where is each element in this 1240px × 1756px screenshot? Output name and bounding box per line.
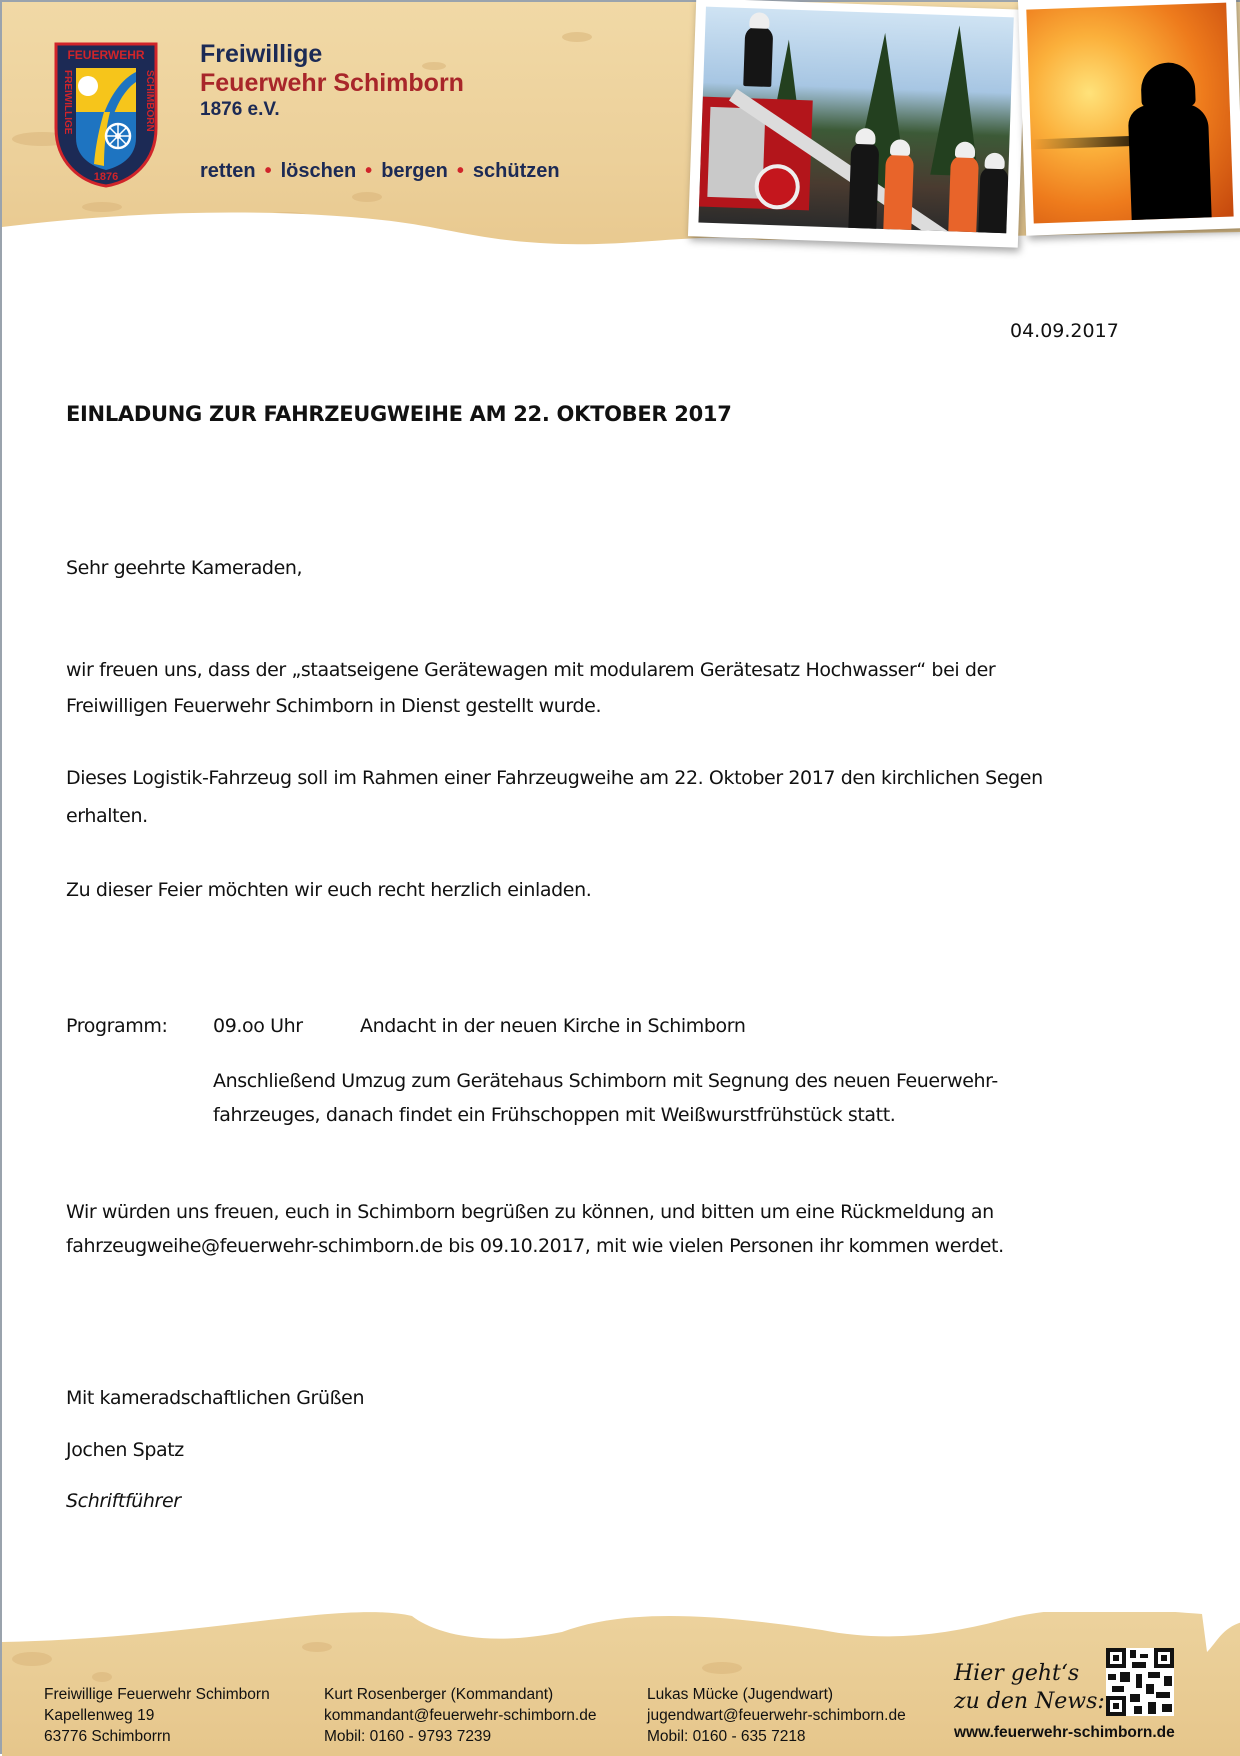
svg-text:1876: 1876 (93, 171, 119, 183)
brand-line-freiwillige: Freiwillige (200, 40, 323, 68)
closing: Mit kameradschaftlichen Grüßen (66, 1387, 365, 1409)
paragraph-2-line-1: Dieses Logistik-Fahrzeug soll im Rahmen einer Fahrzeugweihe am 22. Oktober 2017 den kirchlichen Segen (66, 767, 1043, 789)
footer-jugendwart-phone: Mobil: 0160 - 635 7218 (647, 1728, 806, 1745)
footer-city: 63776 Schimborrn (44, 1728, 171, 1745)
footer-kommandant-phone: Mobil: 0160 - 9793 7239 (324, 1728, 492, 1745)
motto-word: löschen (280, 160, 357, 182)
svg-text:FREIWILLIGE: FREIWILLIGE (62, 70, 73, 135)
footer-kommandant-name: Kurt Rosenberger (Kommandant) (324, 1686, 554, 1703)
bullet-dot-icon: • (365, 160, 373, 182)
signer-name: Jochen Spatz (66, 1439, 184, 1461)
paragraph-4-line-2: fahrzeugweihe@feuerwehr-schimborn.de bis 09.10.2017, mit wie vielen Personen ihr kommen werdet. (66, 1235, 1004, 1257)
motto-word: schützen (472, 160, 560, 182)
paragraph-4-line-1: Wir würden uns freuen, euch in Schimborn begrüßen zu können, und bitten um eine Rückmeldung an (66, 1201, 994, 1223)
bullet-dot-icon: • (456, 160, 464, 182)
svg-text:FEUERWEHR: FEUERWEHR (67, 48, 145, 62)
footer-column-jugendwart (647, 1684, 906, 1747)
program-details (213, 1064, 998, 1132)
news-callout (954, 1660, 1105, 1716)
paragraph-2-line-2: erhalten. (66, 805, 148, 827)
footer-jugendwart-name: Lukas Mücke (Jugendwart) (647, 1686, 834, 1703)
brand-name (200, 40, 464, 122)
paragraph-3: Zu dieser Feier möchten wir euch recht herzlich einladen. (66, 879, 592, 901)
brand-line-feuerwehr-schimborn: Feuerwehr Schimborn (200, 69, 464, 97)
footer-org-name: Freiwillige Feuerwehr Schimborn (44, 1686, 270, 1703)
fire-truck-ladder-photo (688, 0, 1026, 248)
firefighter-silhouette-photo (1018, 0, 1240, 236)
website-link[interactable]: www.feuerwehr-schimborn.de (954, 1724, 1175, 1741)
motto-word: bergen (381, 160, 448, 182)
svg-text:SCHIMBORN: SCHIMBORN (144, 70, 155, 132)
letter-date: 04.09.2017 (1010, 320, 1119, 342)
paragraph-1-line-1: wir freuen uns, dass der „staatseigene Gerätewagen mit modularem Gerätesatz Hochwasser“ bei der (66, 659, 996, 681)
program-detail-line-1: Anschließend Umzug zum Gerätehaus Schimborn mit Segnung des neuen Feuerwehr- (213, 1070, 998, 1092)
qr-code-icon[interactable] (1106, 1648, 1174, 1716)
motto (200, 160, 560, 183)
footer-street: Kapellenweg 19 (44, 1707, 155, 1724)
salutation: Sehr geehrte Kameraden, (66, 557, 303, 579)
news-line-1: Hier geht‘s (954, 1661, 1080, 1686)
program-detail-line-2: fahrzeuges, danach findet ein Frühschoppen mit Weißwurstfrühstück statt. (213, 1104, 896, 1126)
footer-kommandant-email[interactable]: kommandant@feuerwehr-schimborn.de (324, 1707, 597, 1724)
footer-jugendwart-email[interactable]: jugendwart@feuerwehr-schimborn.de (647, 1707, 906, 1724)
news-line-2: zu den News: (954, 1689, 1105, 1714)
brand-line-founded: 1876 e.V. (200, 99, 280, 120)
motto-word: retten (200, 160, 256, 182)
program-event: Andacht in der neuen Kirche in Schimborn (360, 1015, 746, 1037)
fire-brigade-crest-logo (54, 42, 158, 188)
program-time: 09.oo Uhr (213, 1015, 303, 1037)
letter-title: EINLADUNG ZUR FAHRZEUGWEIHE AM 22. OKTOBER 2017 (66, 402, 732, 426)
bullet-dot-icon: • (264, 160, 272, 182)
footer-column-address (44, 1684, 270, 1747)
program-label: Programm: (66, 1015, 168, 1037)
paragraph-1-line-2: Freiwilligen Feuerwehr Schimborn in Dienst gestellt wurde. (66, 695, 602, 717)
footer-column-kommandant (324, 1684, 596, 1747)
footer-wave (2, 1602, 1240, 1662)
signer-role: Schriftführer (66, 1490, 181, 1512)
